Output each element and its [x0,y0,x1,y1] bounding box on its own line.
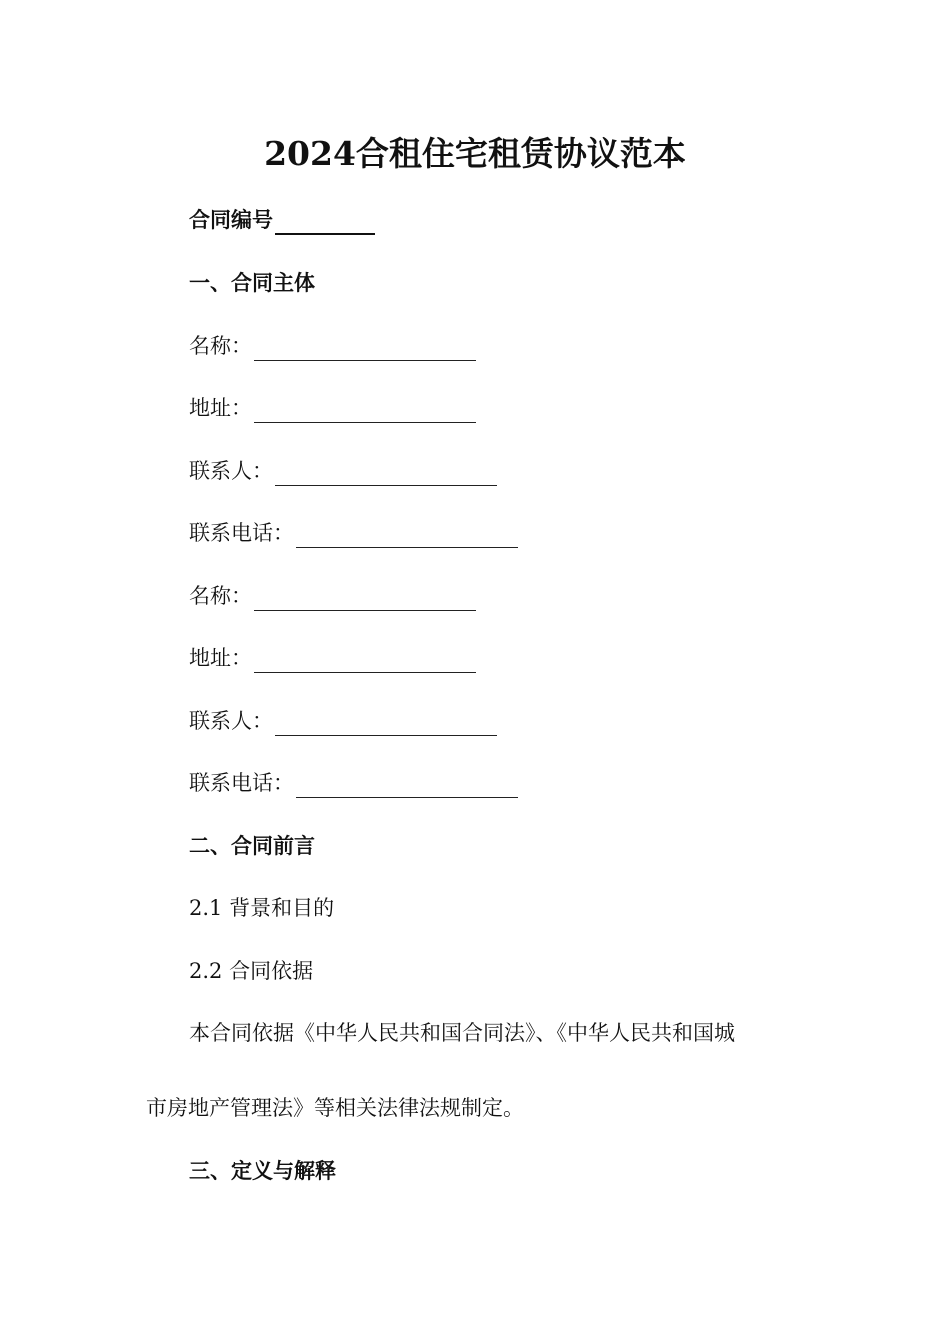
document-title: 2024合租住宅租赁协议范本 [264,134,686,173]
party-b-contact-row [189,706,497,736]
party-b-name-blank [254,588,476,611]
party-b-phone-blank [296,775,518,798]
party-b-name-label: 名称： [189,584,252,608]
party-a-name-row [189,331,476,361]
party-a-address-blank [254,400,476,423]
party-a-name-label: 名称： [189,334,252,358]
contract-number-label: 合同编号 [189,207,273,232]
section2-paragraph-line-1: 本合同依据《中华人民共和国合同法》、《中华人民共和国城 [189,1021,735,1045]
party-a-address-row [189,393,476,423]
party-b-contact-blank [275,713,497,736]
party-b-name-row [189,581,476,611]
party-b-phone-row [189,768,518,798]
section2-heading: 二、合同前言 [189,833,315,858]
party-b-address-blank [254,650,476,673]
contract-number-blank [275,211,375,235]
section2-item-2: 2.2 合同依据 [189,959,314,983]
party-b-address-row [189,643,476,673]
party-a-address-label: 地址： [189,396,252,420]
section3-heading: 三、定义与解释 [189,1158,336,1183]
party-b-phone-label: 联系电话： [189,771,294,795]
party-a-contact-row [189,456,497,486]
party-b-address-label: 地址： [189,646,252,670]
party-a-phone-label: 联系电话： [189,521,294,545]
contract-number-row [189,205,375,235]
party-a-phone-blank [296,525,518,548]
section1-heading: 一、合同主体 [189,270,315,295]
section2-item-1: 2.1 背景和目的 [189,896,335,920]
party-a-name-blank [254,338,476,361]
party-a-contact-blank [275,463,497,486]
party-b-contact-label: 联系人： [189,709,273,733]
party-a-phone-row [189,518,518,548]
section2-paragraph-line-2: 市房地产管理法》等相关法律法规制定。 [146,1096,524,1120]
party-a-contact-label: 联系人： [189,459,273,483]
